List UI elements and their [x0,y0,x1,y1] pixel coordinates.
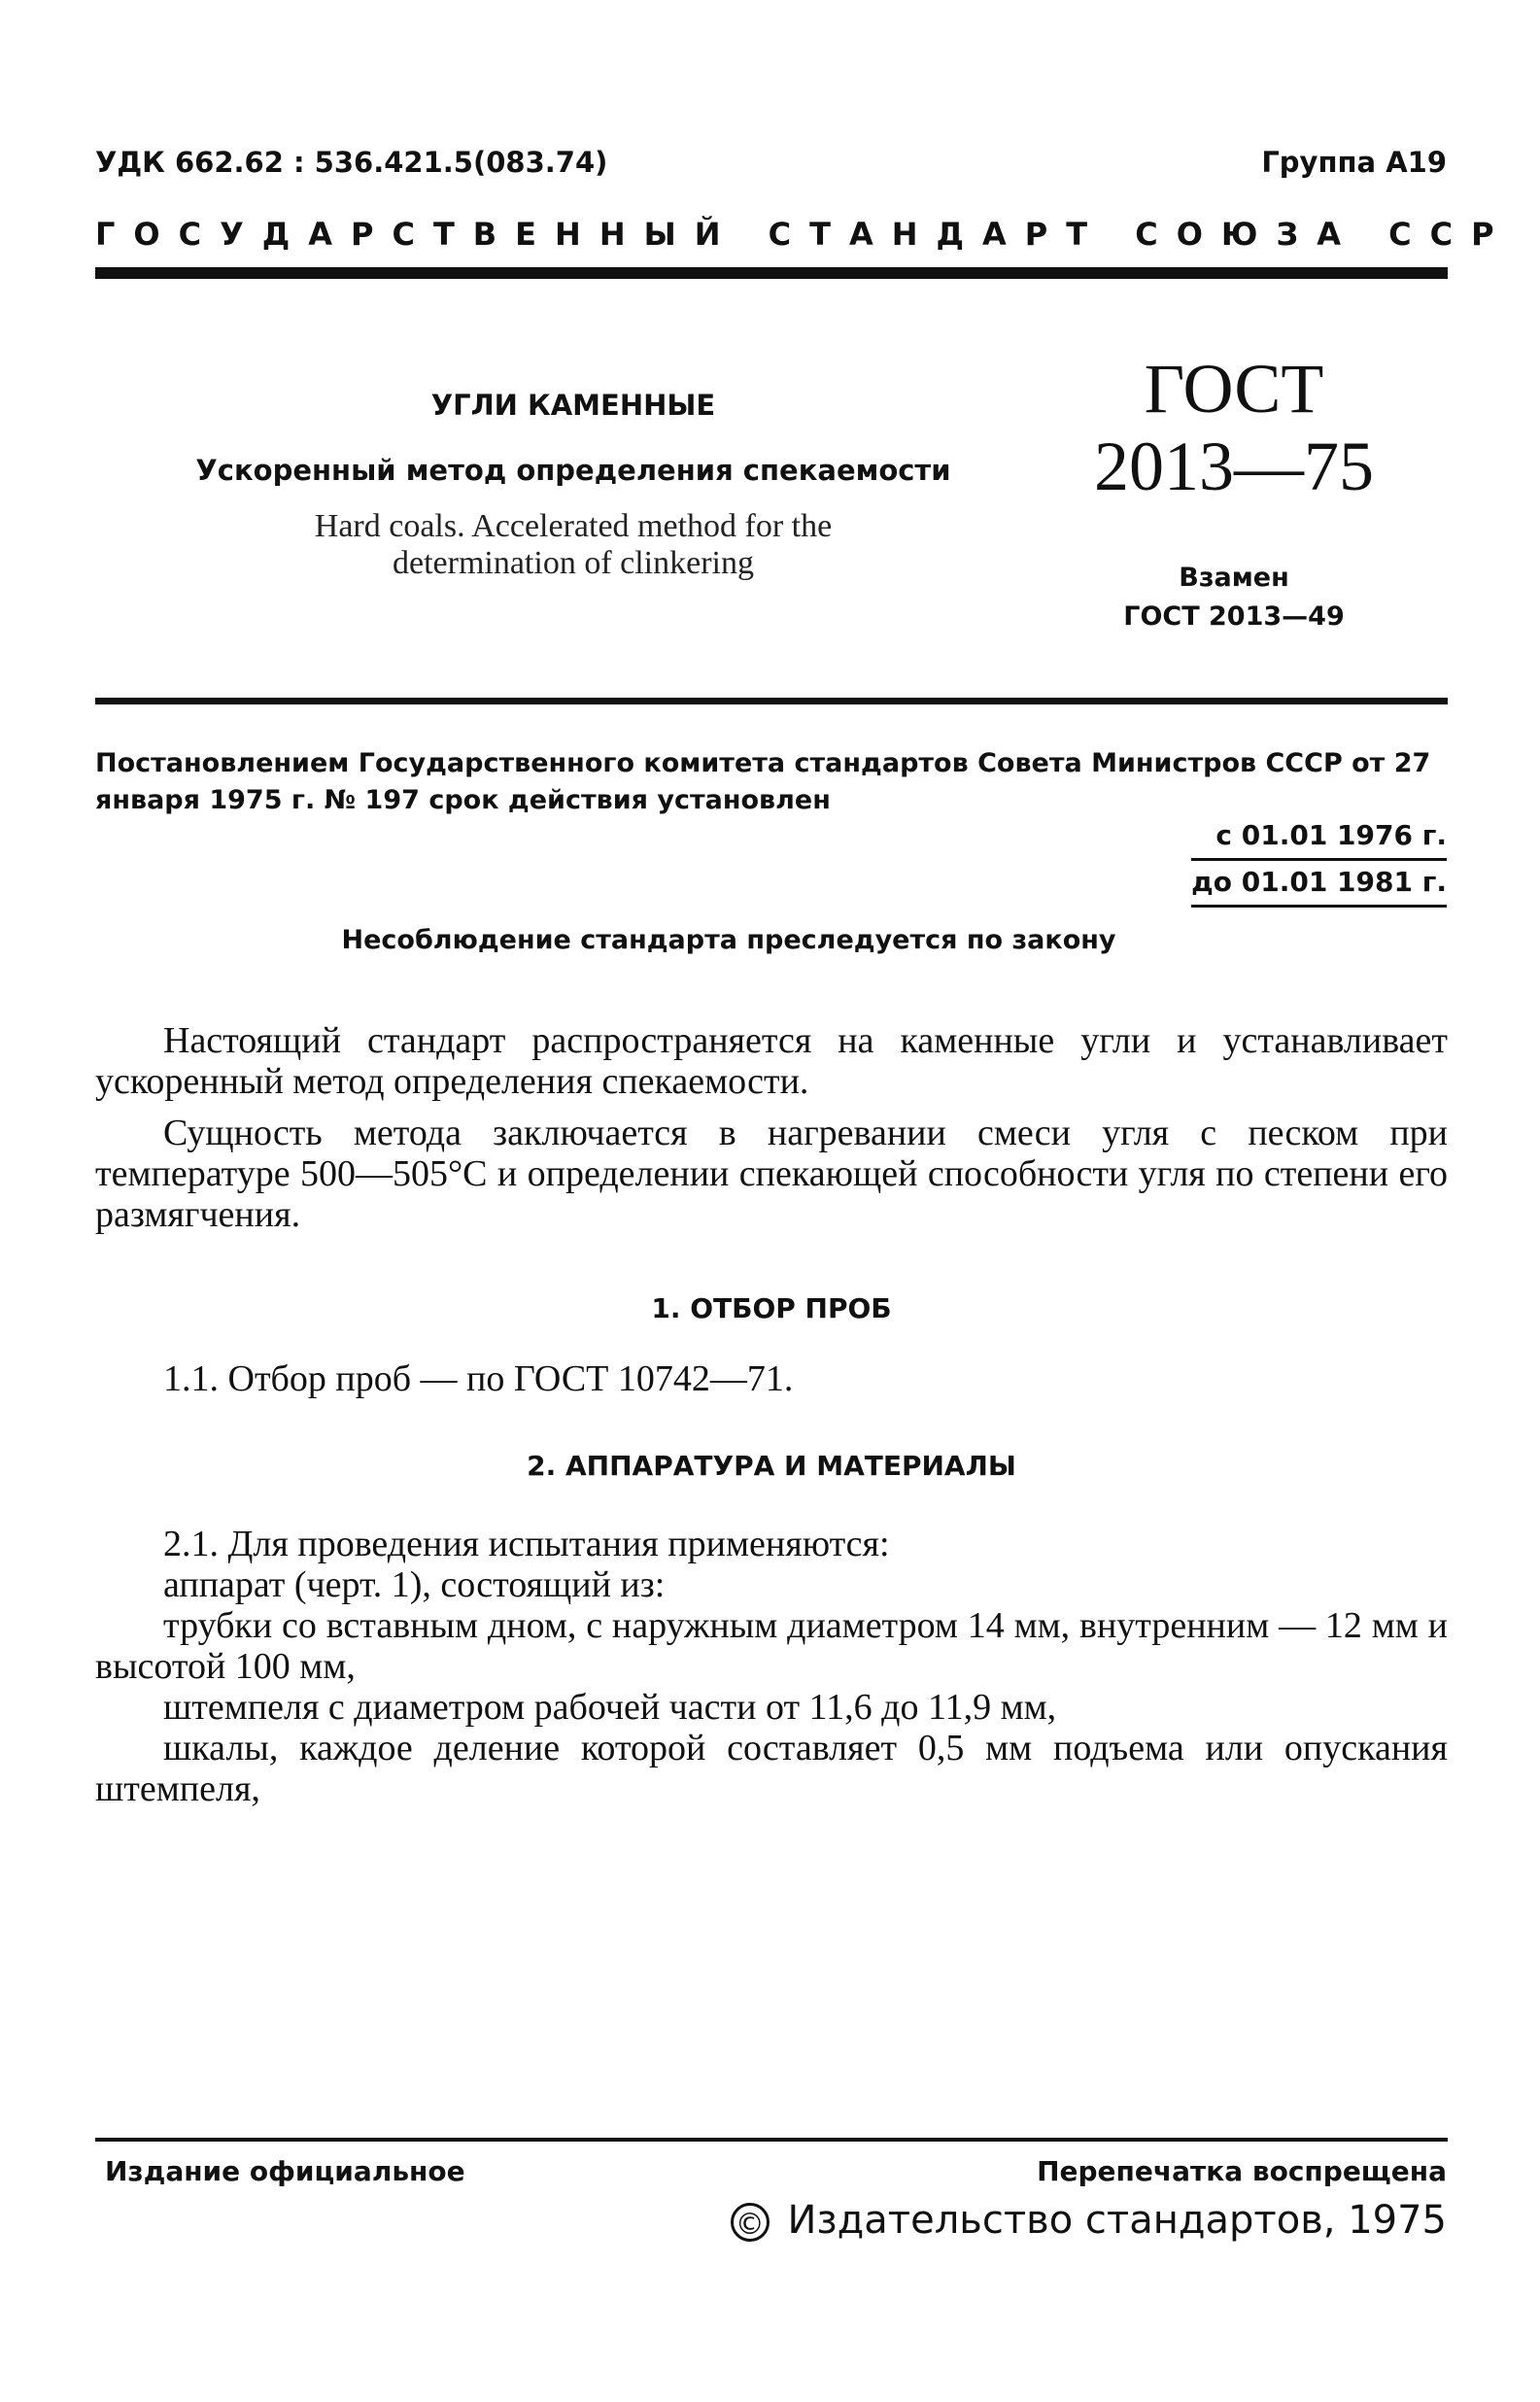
decree-text: Постановлением Государственного комитета стандартов Совета Министров СССР от 27 января 1975 г. № 197 срок действия установлен [95,748,1431,815]
apparatus-list [95,1524,1448,1809]
list-item: аппарат (черт. 1), состоящий из: [163,1564,666,1605]
header-rule [95,267,1448,279]
copyright-icon: © [731,2203,770,2242]
group-code: Группа А19 [1261,146,1447,179]
gost-label: ГОСТ [1144,350,1324,428]
validity-dates [1191,814,1447,908]
english-title-line2: determination of clinkering [393,545,754,581]
replaces-label: Взамен [1179,563,1289,593]
list-item: штемпеля с диаметром рабочей части от 11,6 до 11,9 мм, [163,1687,1057,1728]
paragraph-scope: Настоящий стандарт распространяется на каменные угли и устанавливает ускоренный метод определения спекаемости. [95,1020,1448,1102]
list-item: 2.1. Для проведения испытания применяются: [163,1524,890,1564]
valid-to: до 01.01 1981 г. [1191,861,1447,908]
replaces-block [1078,559,1389,636]
publisher-line [731,2198,1447,2243]
official-edition: Издание официальное [105,2155,465,2187]
udk-code: УДК 662.62 : 536.421.5(083.74) [95,146,608,179]
gost-code: 2013—75 [1094,428,1374,505]
section-1-title: 1. ОТБОР ПРОБ [651,1292,892,1324]
document-title: УГЛИ КАМЕННЫЕ [430,389,716,422]
english-title-line1: Hard coals. Accelerated method for the [314,508,833,544]
section-2-title: 2. АППАРАТУРА И МАТЕРИАЛЫ [527,1450,1016,1482]
clause-1-1: 1.1. Отбор проб — по ГОСТ 10742—71. [163,1358,794,1399]
list-item: трубки со вставным дном, с наружным диаметром 14 мм, внутренним — 12 мм и высотой 100 мм, [95,1605,1448,1687]
english-title [194,508,952,582]
publisher-name: Издательство стандартов, 1975 [787,2198,1447,2243]
document-subtitle: Ускоренный метод определения спекаемости [195,454,951,487]
gost-number [1078,350,1389,505]
footer-rule [95,2138,1448,2142]
state-standard-banner: ГОСУДАРСТВЕННЫЙ СТАНДАРТ СОЮЗА ССР [95,216,1513,253]
list-item: шкалы, каждое деление которой составляет 0,5 мм подъема или опускания штемпеля, [95,1728,1448,1809]
reprint-notice: Перепечатка воспрещена [1037,2155,1447,2187]
replaces-value: ГОСТ 2013—49 [1123,601,1345,632]
paragraph-essence: Сущность метода заключается в нагревании смеси угля с песком при температуре 500—505°С и определении спекающей способности угля по степени его размягчения. [95,1113,1448,1235]
penalty-notice: Несоблюдение стандарта преследуется по закону [341,925,1116,955]
title-rule [95,698,1448,704]
valid-from: с 01.01 1976 г. [1191,814,1447,861]
